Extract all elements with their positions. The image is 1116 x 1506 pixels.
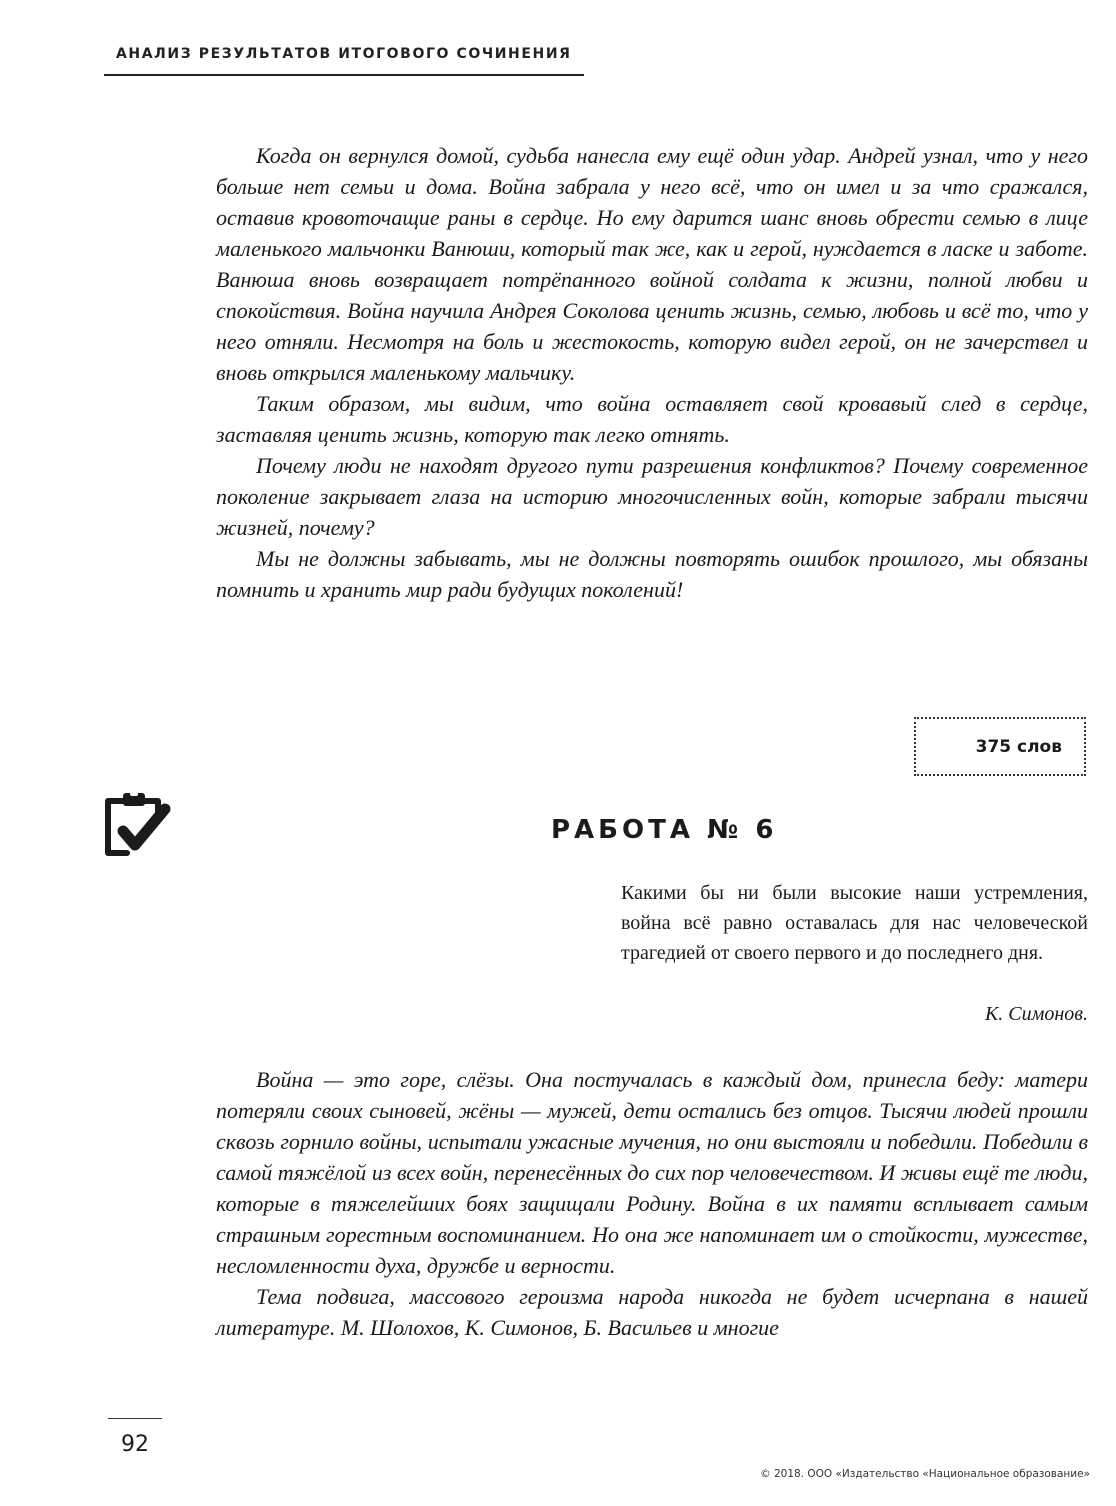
footer-divider xyxy=(108,1418,162,1419)
essay-paragraph: Таким образом, мы видим, что война оставляет свой кровавый след в сердце, заставляя ценить жизнь, которую так легко отнять. xyxy=(216,391,1088,447)
copyright-notice: © 2018. ООО «Издательство «Национальное образование» xyxy=(760,1468,1090,1480)
essay-paragraph: Война — это горе, слёзы. Она постучалась в каждый дом, принесла беду: матери потеряли своих сыновей, жёны — мужей, дети остались без отцов. Тысячи людей прошли сквозь горнило войны, испытали ужасные мучения, но они выстояли и победили. Победили в самой тяжёлой из всех войн, перенесённых до сих пор человечеством. И живы ещё те люди, которые в тяжелейших боях защищали Родину. Война в их памяти всплывает самым страшным горестным воспоминанием. Но она же напоминает им о стойкости, мужестве, несломленности духа, дружбе и верности. xyxy=(216,1067,1088,1278)
word-count-label: 375 слов xyxy=(975,736,1062,757)
essay-paragraph: Почему люди не находят другого пути разрешения конфликтов? Почему современное поколение закрывает глаза на историю многочисленных войн, которые забрали тысячи жизней, почему? xyxy=(216,453,1088,540)
running-header: АНАЛИЗ РЕЗУЛЬТАТОВ ИТОГОВОГО СОЧИНЕНИЯ xyxy=(116,46,572,62)
essay-top xyxy=(216,140,1088,605)
essay-paragraph: Когда он вернулся домой, судьба нанесла ему ещё один удар. Андрей узнал, что у него больше нет семьи и дома. Война забрала у него всё, что он имел и за что сражался, оставив кровоточащие раны в сердце. Но ему дарится шанс вновь обрести семью в лице маленького мальчонки Ванюши, который так же, как и герой, нуждается в ласке и заботе. Ванюша вновь возвращает потрёпанного войной солдата к жизни, полной любви и спокойствия. Война научила Андрея Соколова ценить жизнь, семью, любовь и всё то, что у него отняли. Несмотря на боль и жестокость, которую видел герой, он не зачерствел и вновь открылся маленькому мальчику. xyxy=(216,143,1088,385)
essay-paragraph: Тема подвига, массового героизма народа никогда не будет исчерпана в нашей литературе. М. Шолохов, К. Симонов, Б. Васильев и многие xyxy=(216,1284,1088,1340)
epigraph-author: К. Симонов. xyxy=(985,1003,1088,1025)
page-number: 92 xyxy=(121,1432,149,1457)
section-title: РАБОТА № 6 xyxy=(551,815,778,845)
essay-bottom xyxy=(216,1064,1088,1343)
epigraph-text: Какими бы ни были высокие наши устремления, война всё равно оставалась для нас человеческой трагедией от своего первого и до последнего дня. xyxy=(621,882,1088,964)
essay-paragraph: Мы не должны забывать, мы не должны повторять ошибок прошлого, мы обязаны помнить и хранить мир ради будущих поколений! xyxy=(216,546,1088,602)
clipboard-check-icon xyxy=(101,787,171,859)
word-count-box xyxy=(914,717,1086,776)
header-divider xyxy=(104,74,584,76)
